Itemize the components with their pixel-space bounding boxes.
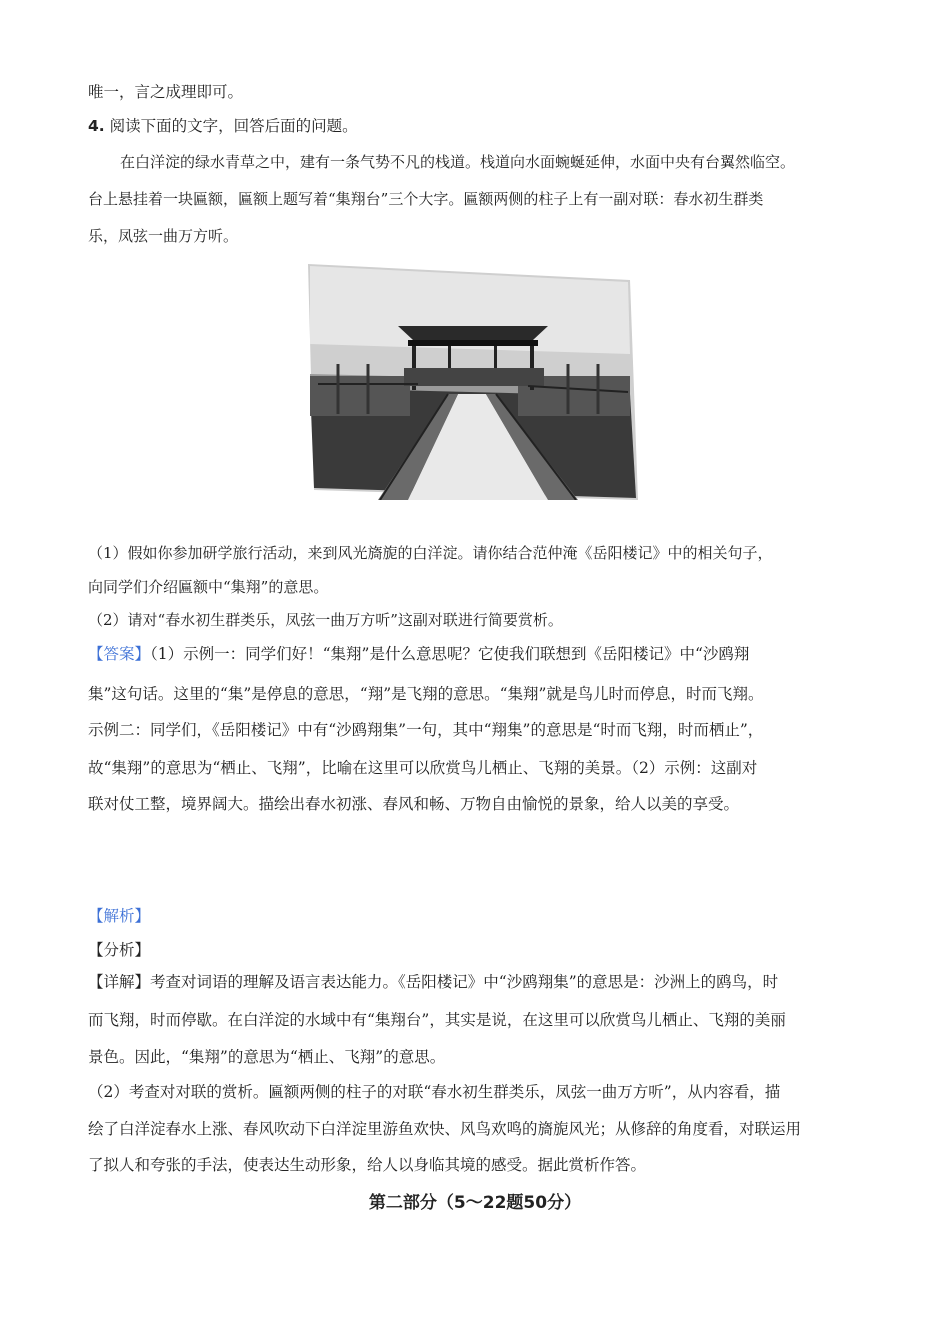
passage-line: 在白洋淀的绿水青草之中，建有一条气势不凡的栈道。栈道向水面蜿蜒延伸，水面中央有台翼然临空。 [120, 153, 796, 171]
answer-text: （1）示例一：同学们好！“集翔”是什么意思呢？它使我们联想到《岳阳楼记》中“沙鸥翔 [150, 645, 750, 663]
detail-line: 绘了白洋淀春水上涨、春风吹动下白洋淀里游鱼欢快、风鸟欢鸣的旖旎风光；从修辞的角度看，对联运用 [88, 1120, 802, 1138]
detail-line: 景色。因此，“集翔”的意思为“栖止、飞翔”的意思。 [88, 1048, 446, 1066]
answer-line: 故“集翔”的意思为“栖止、飞翔”，比喻在这里可以欣赏鸟儿栖止、飞翔的美景。（2）示例：这副对 [88, 759, 758, 777]
answer-line: 示例二：同学们，《岳阳楼记》中有“沙鸥翔集”一句，其中“翔集”的意思是“时而飞翔，时而栖止”， [88, 721, 764, 739]
detail-line: 了拟人和夸张的手法，使表达生动形象，给人以身临其境的感受。据此赏析作答。 [88, 1156, 647, 1174]
question-number: 4. [88, 117, 105, 135]
detail-line: （2）考查对对联的赏析。匾额两侧的柱子的对联“春水初生群类乐，凤弦一曲万方听”，从内容看，描 [88, 1083, 781, 1101]
question-4-header [88, 116, 358, 136]
sub-question-1-cont: 向同学们介绍匾额中“集翔”的意思。 [88, 578, 329, 596]
sub-question-2: （2）请对“春水初生群类乐，凤弦一曲万方听”这副对联进行简要赏析。 [88, 611, 563, 629]
q3-tail: 唯一，言之成理即可。 [88, 83, 244, 101]
answer-line [88, 644, 749, 664]
answer-line: 联对仗工整，境界阔大。描绘出春水初涨、春风和畅、万物自由愉悦的景象，给人以美的享受。 [88, 795, 740, 813]
detail-line: 而飞翔，时而停歇。在白洋淀的水域中有“集翔台”，其实是说，在这里可以欣赏鸟儿栖止、飞翔的美丽 [88, 1011, 786, 1029]
part-two-heading: 第二部分（5～22题50分） [368, 1193, 582, 1213]
sub-question-1: （1）假如你参加研学旅行活动，来到风光旖旎的白洋淀。请你结合范仲淹《岳阳楼记》中的相关句子， [88, 544, 773, 562]
detail-text: 考查对词语的理解及语言表达能力。《岳阳楼记》中“沙鸥翔集”的意思是：沙洲上的鸥鸟，时 [150, 973, 779, 991]
question-prompt: 阅读下面的文字，回答后面的问题。 [109, 117, 358, 135]
plank-road-photo [308, 264, 638, 500]
answer-line: 集”这句话。这里的“集”是停息的意思，“翔”是飞翔的意思。“集翔”就是鸟儿时而停息，时而飞翔。 [88, 685, 764, 703]
detail-tag: 【详解】 [88, 973, 151, 991]
detail-line [88, 972, 778, 992]
answer-tag: 【答案】 [88, 645, 151, 663]
fenxi-tag: 【分析】 [88, 941, 151, 959]
analysis-tag: 【解析】 [88, 907, 151, 925]
passage-line: 台上悬挂着一块匾额，匾额上题写着“集翔台”三个大字。匾额两侧的柱子上有一副对联：春水初生群类 [88, 190, 764, 208]
passage-line: 乐，凤弦一曲万方听。 [88, 227, 239, 245]
